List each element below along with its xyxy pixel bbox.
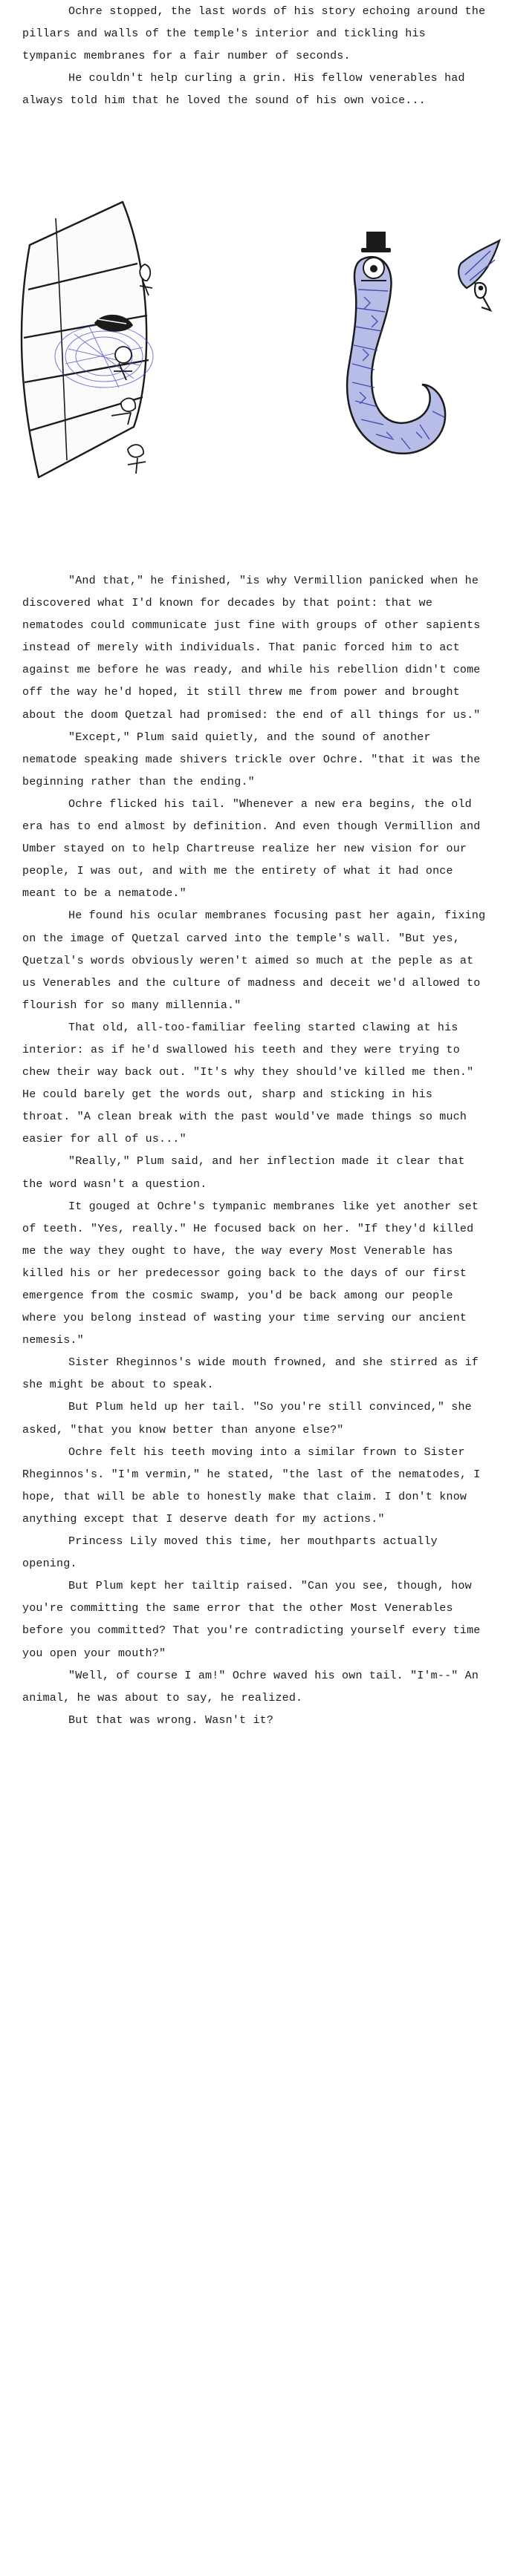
paragraph: But that was wrong. Wasn't it? (68, 1713, 274, 1727)
paragraph: That old, all-too-familiar feeling started clawing at his interior: as if he'd swallowed his teeth and they were trying to chew their way back out. "It's why they should've killed me then." He could barely get the words out, sharp and sticking in his throat. "A clean break with the past would've made things so much easier for all of us..." (22, 1021, 474, 1146)
main-text (22, 570, 487, 1732)
paragraph: "Really," Plum said, and her inflection made it clear that the word wasn't a question. (22, 1155, 465, 1191)
paragraph: Sister Rheginnos's wide mouth frowned, and she stirred as if she might be about to speak. (22, 1356, 479, 1392)
winged-creature-icon (458, 241, 499, 310)
paragraph: Princess Lily moved this time, her mouthparts actually opening. (22, 1535, 438, 1571)
paragraph: He couldn't help curling a grin. His fellow venerables had always told him that he loved the sound of his own voice... (22, 72, 465, 108)
story-illustration (0, 193, 509, 564)
paragraph: Ochre felt his teeth moving into a similar frown to Sister Rheginnos's. "I'm vermin," he stated, "the last of the nematodes, I hope, that will be able to honestly make that claim. I don't know anything except that I deserve death for my actions." (22, 1445, 481, 1526)
worm-with-top-hat-icon (347, 232, 445, 454)
fan-panel-illustration (22, 202, 153, 477)
paragraph: It gouged at Ochre's tympanic membranes like yet another set of teeth. "Yes, really." He focused back on her. "If they'd killed me the way they ought to have, the way every Most Venerable has killed his or her predecessor going back to the days of our first emergence from the cosmic swamp, you'd be back among our people where you belong instead of wasting your time serving our ancient nemesis." (22, 1200, 479, 1347)
paragraph: "Except," Plum said quietly, and the sound of another nematode speaking made shivers trickle over Ochre. "that it was the beginning rather than the ending." (22, 730, 481, 788)
paragraph: He found his ocular membranes focusing past her again, fixing on the image of Quetzal carved into the temple's wall. "But yes, Quetzal's words obviously weren't aimed so much at the peple as at us Venerables and the culture of madness and deceit we'd allowed to flourish for so many millennia." (22, 909, 486, 1012)
paragraph: Ochre stopped, the last words of his story echoing around the pillars and walls of the temple's interior and tickling his tympanic membranes for a fair number of seconds. (22, 5, 486, 63)
paragraph: "And that," he finished, "is why Vermillion panicked when he discovered what I'd known for decades by that point: that we nematodes could communicate just fine with groups of other sapients instead of merely with individuals. That panic forced him to act against me before he was ready, and while his rebellion didn't come off the way he'd hoped, it still threw me from power and brought about the doom Quetzal had promised: the end of all things for us." (22, 575, 481, 722)
paragraph: "Well, of course I am!" Ochre waved his own tail. "I'm--" An animal, he was about to say, he realized. (22, 1669, 479, 1704)
paragraph: Ochre flicked his tail. "Whenever a new era begins, the old era has to end almost by definition. And even though Vermillion and Umber stayed on to help Chartreuse realize her new vision for our people, I was out, and with me the entirety of what it had once meant to be a nematode." (22, 797, 481, 900)
paragraph: But Plum held up her tail. "So you're still convinced," she asked, "that you know better than anyone else?" (22, 1401, 472, 1436)
intro-text (22, 1, 487, 112)
paragraph: But Plum kept her tailtip raised. "Can you see, though, how you're committing the same error that the other Most Venerables before you committed? That you're contradicting yourself every time you open your mouth?" (22, 1580, 481, 1660)
